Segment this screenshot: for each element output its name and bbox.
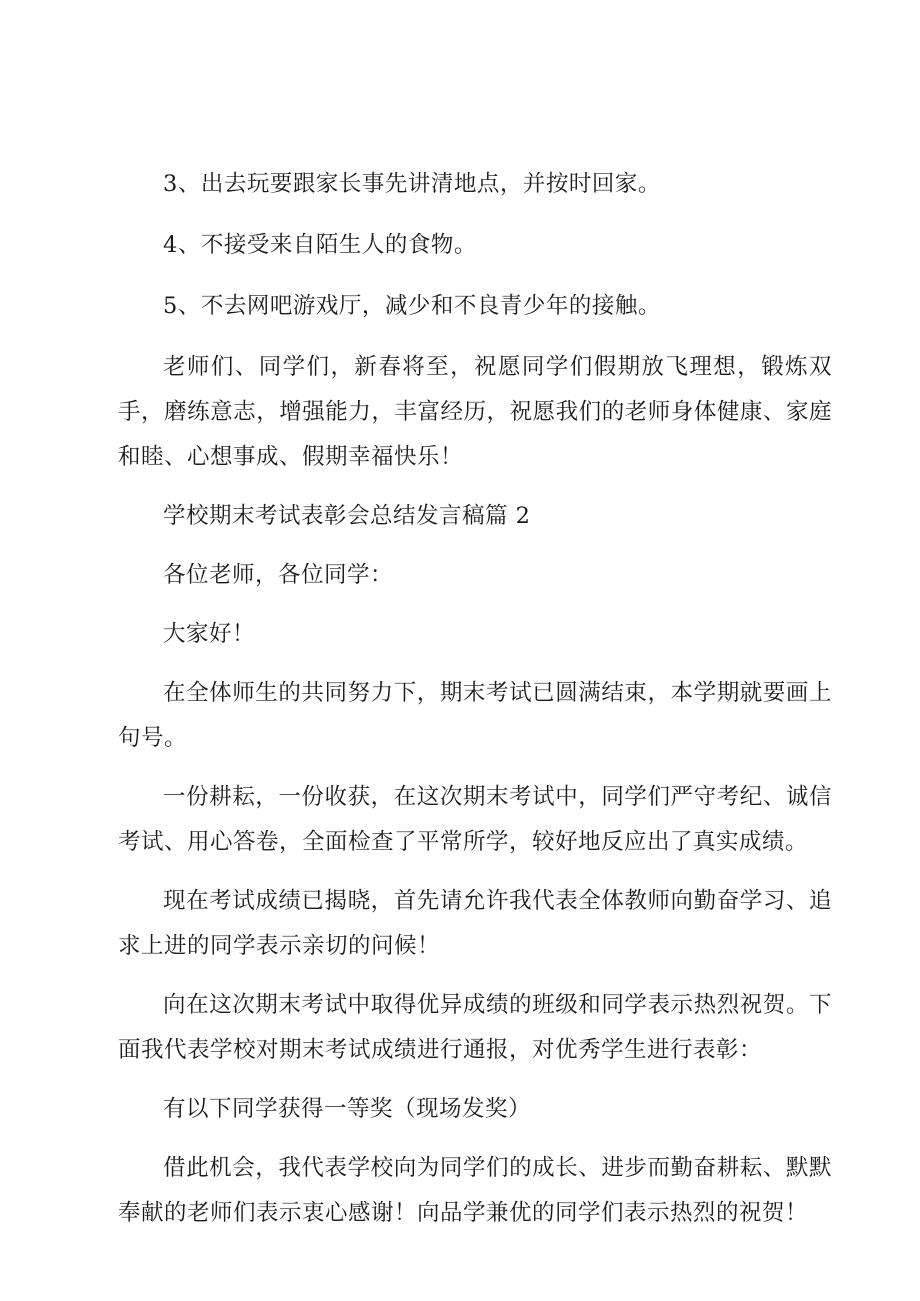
body-paragraph: 向在这次期末考试中取得优异成绩的班级和同学表示热烈祝贺。下面我代表学校对期末考试成绩进行通报，对优秀学生进行表彰： (118, 992, 832, 1063)
closing-paragraph: 老师们、同学们，新春将至，祝愿同学们假期放飞理想，锻炼双手，磨练意志，增强能力，丰富经历，祝愿我们的老师身体健康、家庭和睦、心想事成、假期幸福快乐！ (118, 354, 832, 470)
body-paragraph: 现在考试成绩已揭晓，首先请允许我代表全体教师向勤奋学习、追求上进的同学表示亲切的问候！ (118, 888, 832, 959)
body-paragraph: 有以下同学获得一等奖（现场发奖） (163, 1096, 532, 1122)
list-item: 4、不接受来自陌生人的食物。 (163, 232, 477, 258)
section-title: 学校期末考试表彰会总结发言稿篇 2 (163, 503, 531, 529)
list-item: 3、出去玩要跟家长事先讲清地点，并按时回家。 (163, 171, 661, 197)
salutation: 各位老师，各位同学： (163, 562, 394, 588)
body-paragraph: 在全体师生的共同努力下，期末考试已圆满结束，本学期就要画上句号。 (118, 680, 832, 751)
greeting: 大家好！ (163, 621, 256, 647)
list-item: 5、不去网吧游戏厅，减少和不良青少年的接触。 (163, 293, 661, 319)
body-paragraph: 借此机会，我代表学校向为同学们的成长、进步而勤奋耕耘、默默奉献的老师们表示衷心感谢！向品学兼优的同学们表示热烈的祝贺！ (118, 1155, 832, 1226)
document-body (118, 162, 832, 1250)
body-paragraph: 一份耕耘，一份收获，在这次期末考试中，同学们严守考纪、诚信考试、用心答卷，全面检查了平常所学，较好地反应出了真实成绩。 (118, 784, 832, 855)
